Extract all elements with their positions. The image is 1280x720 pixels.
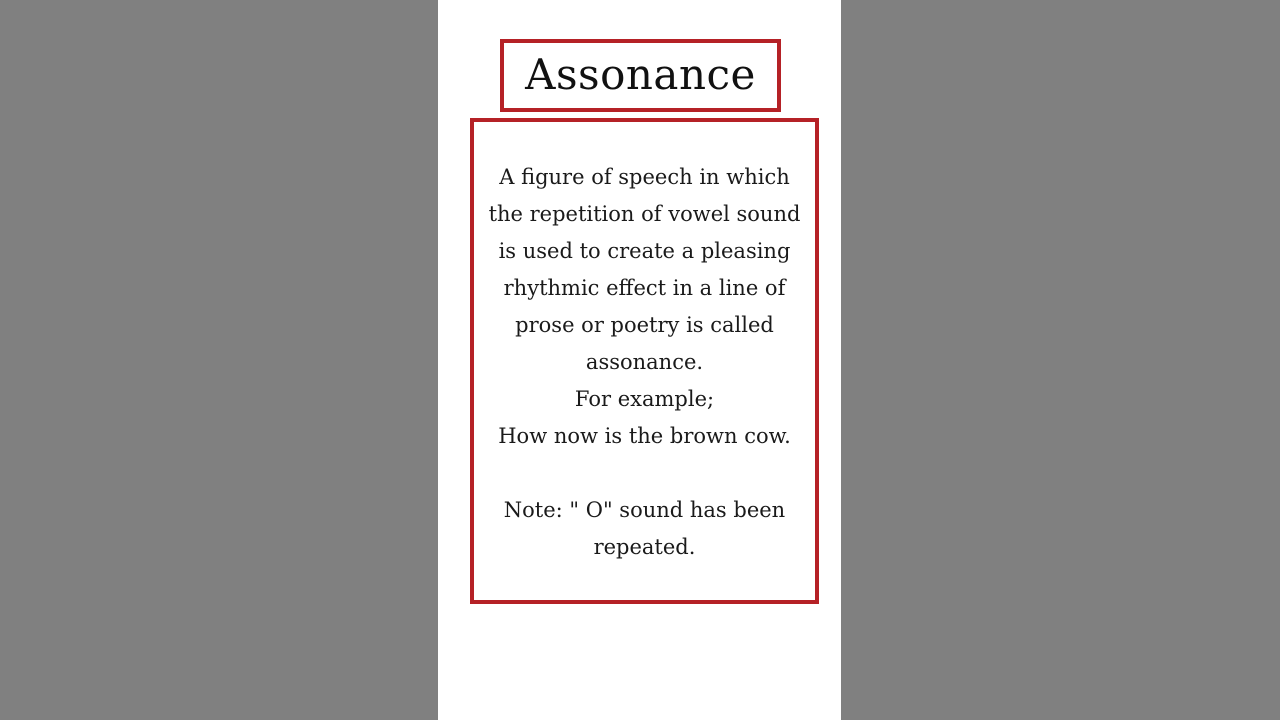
right-blurred-background: [841, 0, 1280, 720]
content-card: [438, 0, 841, 720]
definition-line: assonance.: [585, 350, 704, 374]
definition-line: is used to create a pleasing: [498, 239, 791, 263]
definition-box: [470, 118, 819, 604]
title-box: [500, 39, 781, 112]
note-line: Note: " O" sound has been: [503, 498, 786, 522]
example-text: How now is the brown cow.: [498, 424, 791, 448]
left-blurred-background: [0, 0, 438, 720]
spacer: [474, 455, 815, 492]
note-line: repeated.: [593, 535, 696, 559]
definition-line: A figure of speech in which: [499, 165, 790, 189]
definition-line: the repetition of vowel sound: [488, 202, 801, 226]
definition-line: prose or poetry is called: [515, 313, 774, 337]
page-title: Assonance: [525, 50, 756, 99]
definition-text: [474, 159, 815, 566]
definition-line: rhythmic effect in a line of: [503, 276, 786, 300]
example-label: For example;: [574, 387, 715, 411]
